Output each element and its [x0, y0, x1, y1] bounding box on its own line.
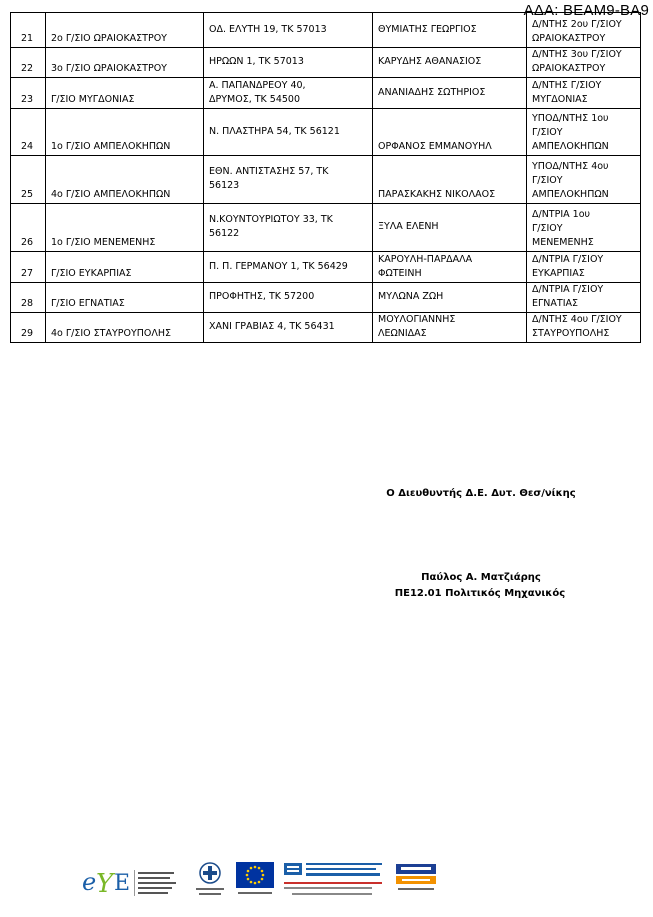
responsible-name [373, 109, 527, 156]
school-address-line: ΔΡΥΜΟΣ, ΤΚ 54500 [209, 93, 301, 105]
responsible-name [373, 13, 527, 48]
position-title-line: ΜΕΝΕΜΕΝΗΣ [532, 237, 594, 248]
row-number: 23 [11, 78, 46, 109]
school-name: 1ο Γ/ΣΙΟ ΑΜΠΕΛΟΚΗΠΩΝ [46, 109, 204, 156]
responsible-name-line: ΜΟΥΛΟΓΙΑΝΝΗΣ [378, 314, 456, 325]
school-name: 2ο Γ/ΣΙΟ ΩΡΑΙΟΚΑΣΤΡΟΥ [46, 13, 204, 48]
school-address-line: Ν. ΠΛΑΣΤΗΡΑ 54, ΤΚ 56121 [209, 125, 340, 137]
table-row [11, 204, 641, 252]
school-name: Γ/ΣΙΟ ΜΥΓΔΟΝΙΑΣ [46, 78, 204, 109]
position-title [527, 252, 641, 283]
school-name: 4ο Γ/ΣΙΟ ΣΤΑΥΡΟΥΠΟΛΗΣ [46, 313, 204, 343]
position-title-line: Δ/ΝΤΡΙΑ Γ/ΣΙΟΥ [532, 284, 604, 295]
greek-ministry-emblem [192, 860, 228, 900]
table-row [11, 156, 641, 204]
school-address [204, 156, 373, 204]
responsible-name [373, 156, 527, 204]
responsible-name [373, 313, 527, 343]
school-address [204, 48, 373, 78]
school-address-line: ΠΡΟΦΗΤΗΣ, ΤΚ 57200 [209, 291, 315, 302]
school-address-line: ΧΑΝΙ ΓΡΑΒΙΑΣ 4, ΤΚ 56431 [209, 321, 335, 332]
ada-code: ΑΔΑ: ΒΕΑΜ9-ΒΑ9 [523, 2, 649, 19]
position-title [527, 283, 641, 313]
eye-logo [80, 864, 180, 900]
responsible-name-line: ΚΑΡΟΥΛΗ-ΠΑΡΔΑΛΑ [378, 253, 473, 265]
position-title-line: ΩΡΑΙΟΚΑΣΤΡΟΥ [532, 63, 606, 74]
svg-text:e: e [82, 868, 97, 896]
row-number: 28 [11, 283, 46, 313]
responsible-name [373, 252, 527, 283]
school-name: 4ο Γ/ΣΙΟ ΑΜΠΕΛΟΚΗΠΩΝ [46, 156, 204, 204]
svg-text:Y: Y [96, 869, 114, 899]
responsible-name [373, 283, 527, 313]
school-address-line: 56122 [209, 228, 240, 239]
school-address [204, 13, 373, 48]
responsible-name-line: ΜΥΛΩΝΑ ΖΩΗ [378, 291, 444, 302]
position-title [527, 48, 641, 78]
position-title [527, 109, 641, 156]
position-title [527, 13, 641, 48]
position-title-line: ΑΜΠΕΛΟΚΗΠΩΝ [532, 141, 609, 152]
school-address [204, 204, 373, 252]
position-title-line: Γ/ΣΙΟΥ [532, 223, 563, 234]
position-title [527, 313, 641, 343]
position-title-line: Δ/ΝΤΗΣ 4ου Γ/ΣΙΟΥ [532, 314, 622, 325]
school-address-line: Π. Π. ΓΕΡΜΑΝΟΥ 1, ΤΚ 56429 [209, 260, 348, 272]
school-address-line: 56123 [209, 180, 240, 191]
position-title-line: Δ/ΝΤΡΙΑ 1ου [532, 209, 591, 220]
responsible-name [373, 204, 527, 252]
row-number: 24 [11, 109, 46, 156]
table-row [11, 48, 641, 78]
school-address [204, 283, 373, 313]
row-number: 26 [11, 204, 46, 252]
school-name: 1ο Γ/ΣΙΟ ΜΕΝΕΜΕΝΗΣ [46, 204, 204, 252]
signature-name: Παύλος Α. Ματζιάρης [421, 572, 541, 583]
responsible-name-line: ΛΕΩΝΙΔΑΣ [378, 328, 427, 339]
table-row [11, 252, 641, 283]
school-address-line: Α. ΠΑΠΑΝΔΡΕΟΥ 40, [209, 79, 306, 91]
table-row [11, 313, 641, 343]
school-address-line: ΗΡΩΩΝ 1, ΤΚ 57013 [209, 56, 304, 67]
position-title-line: ΑΜΠΕΛΟΚΗΠΩΝ [532, 189, 609, 200]
responsible-name-line: ΦΩΤΕΙΝΗ [378, 267, 422, 279]
svg-text:E: E [114, 871, 131, 896]
responsible-name-line: ΑΝΑΝΙΑΔΗΣ ΣΩΤΗΡΙΟΣ [378, 86, 486, 98]
espa-logo [392, 860, 442, 900]
table-row [11, 109, 641, 156]
position-title-line: ΕΥΚΑΡΠΙΑΣ [532, 268, 585, 279]
row-number: 27 [11, 252, 46, 283]
responsible-name-line: ΘΥΜΙΑΤΗΣ ΓΕΩΡΓΙΟΣ [378, 23, 477, 35]
footer-logos [80, 860, 450, 900]
school-name: Γ/ΣΙΟ ΕΓΝΑΤΙΑΣ [46, 283, 204, 313]
position-title-line: ΥΠΟΔ/ΝΤΗΣ 1ου [532, 113, 609, 124]
responsible-name-line: ΚΑΡΥΔΗΣ ΑΘΑΝΑΣΙΟΣ [378, 56, 482, 67]
responsible-name [373, 78, 527, 109]
school-address [204, 313, 373, 343]
school-address-line: Ν.ΚΟΥΝΤΟΥΡΙΩΤΟΥ 33, ΤΚ [209, 214, 333, 225]
school-address-line: ΕΘΝ. ΑΝΤΙΣΤΑΣΗΣ 57, ΤΚ [209, 166, 329, 177]
row-number: 29 [11, 313, 46, 343]
responsible-name [373, 48, 527, 78]
signature-role: ΠΕ12.01 Πολιτικός Μηχανικός [394, 588, 566, 599]
school-name: Γ/ΣΙΟ ΕΥΚΑΡΠΙΑΣ [46, 252, 204, 283]
row-number: 21 [11, 13, 46, 48]
school-address [204, 109, 373, 156]
position-title-line: Δ/ΝΤΡΙΑ Γ/ΣΙΟΥ [532, 254, 604, 265]
school-address-line: ΟΔ. ΕΛΥΤΗ 19, ΤΚ 57013 [209, 23, 327, 35]
signature-title: Ο Διευθυντής Δ.Ε. Δυτ. Θεσ/νίκης [386, 488, 576, 499]
position-title-line: ΜΥΓΔΟΝΙΑΣ [532, 94, 588, 105]
table-row [11, 283, 641, 313]
position-title [527, 204, 641, 252]
eu-flag [235, 860, 275, 900]
position-title [527, 156, 641, 204]
position-title-line: ΩΡΑΙΟΚΑΣΤΡΟΥ [532, 33, 606, 44]
position-title [527, 78, 641, 109]
responsible-name-line: ΞΥΛΑ ΕΛΕΝΗ [378, 221, 439, 232]
position-title-line: ΥΠΟΔ/ΝΤΗΣ 4ου [532, 161, 609, 172]
school-name: 3ο Γ/ΣΙΟ ΩΡΑΙΟΚΑΣΤΡΟΥ [46, 48, 204, 78]
row-number: 22 [11, 48, 46, 78]
position-title-line: Δ/ΝΤΗΣ 2ου Γ/ΣΙΟΥ [532, 19, 622, 30]
school-address [204, 78, 373, 109]
schools-table [10, 12, 641, 343]
position-title-line: ΕΓΝΑΤΙΑΣ [532, 298, 579, 309]
position-title-line: ΣΤΑΥΡΟΥΠΟΛΗΣ [532, 328, 610, 339]
school-address [204, 252, 373, 283]
responsible-name-line: ΠΑΡΑΣΚΑΚΗΣ ΝΙΚΟΛΑΟΣ [378, 189, 496, 200]
position-title-line: Γ/ΣΙΟΥ [532, 127, 563, 138]
table-row [11, 13, 641, 48]
row-number: 25 [11, 156, 46, 204]
position-title-line: Γ/ΣΙΟΥ [532, 175, 563, 186]
responsible-name-line: ΟΡΦΑΝΟΣ ΕΜΜΑΝΟΥΗΛ [378, 141, 492, 152]
position-title-line: Δ/ΝΤΗΣ Γ/ΣΙΟΥ [532, 80, 602, 91]
epeaek-program-logo [282, 860, 386, 900]
table-row [11, 78, 641, 109]
position-title-line: Δ/ΝΤΗΣ 3ου Γ/ΣΙΟΥ [532, 49, 622, 60]
